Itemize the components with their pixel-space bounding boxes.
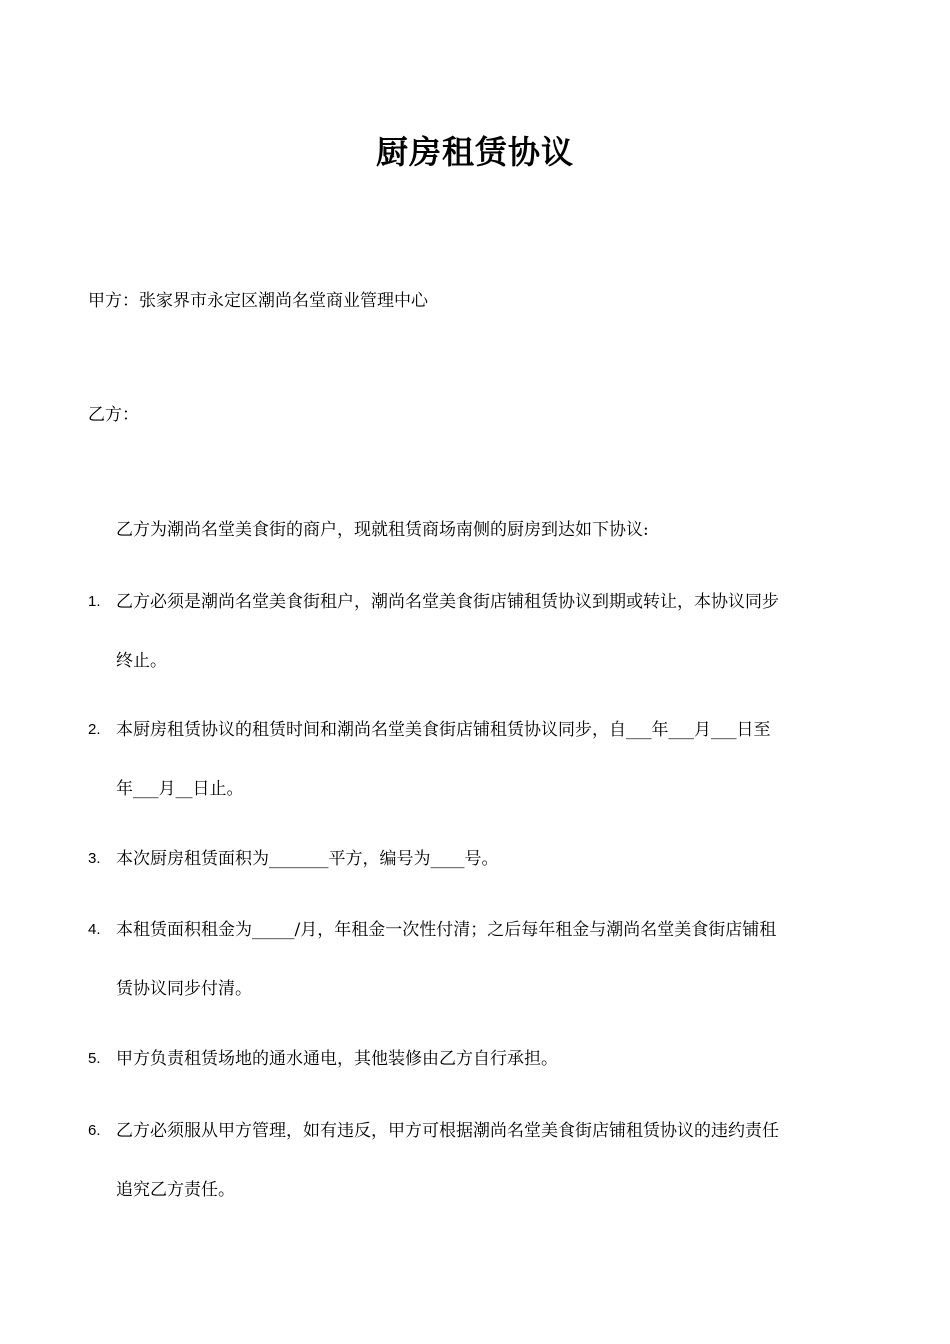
party-a-line: 甲方：张家界市永定区潮尚名堂商业管理中心 — [88, 291, 428, 311]
list-item-number: 3. — [88, 850, 101, 867]
list-item-number: 4. — [88, 921, 101, 938]
list-item-text: 乙方必须是潮尚名堂美食街租户，潮尚名堂美食街店铺租赁协议到期或转让，本协议同步 — [116, 592, 779, 612]
list-item-text: 乙方必须服从甲方管理，如有违反，甲方可根据潮尚名堂美食街店铺租赁协议的违约责任 — [116, 1121, 779, 1141]
list-item-number: 1. — [88, 593, 101, 610]
party-b-line: 乙方： — [88, 405, 139, 425]
list-item-text: 本次厨房租赁面积为_______平方，编号为____号。 — [116, 849, 499, 869]
list-item-number: 5. — [88, 1050, 101, 1067]
list-item-text: 赁协议同步付清。 — [116, 979, 252, 999]
list-item-number: 2. — [88, 721, 101, 738]
document-title: 厨房租赁协议 — [375, 133, 574, 171]
list-item-number: 6. — [88, 1122, 101, 1139]
list-item-text: 追究乙方责任。 — [116, 1180, 235, 1200]
list-item-text: 年___月__日止。 — [116, 779, 244, 799]
list-item-text: 甲方负责租赁场地的通水通电，其他装修由乙方自行承担。 — [116, 1049, 558, 1069]
list-item-text: 本租赁面积租金为_____/月，年租金一次性付清；之后每年租金与潮尚名堂美食街店铺租 — [116, 920, 777, 940]
list-item-text: 本厨房租赁协议的租赁时间和潮尚名堂美食街店铺租赁协议同步，自___年___月___日至 — [116, 720, 771, 740]
intro-paragraph: 乙方为潮尚名堂美食街的商户，现就租赁商场南侧的厨房到达如下协议: — [116, 520, 649, 540]
list-item-text: 终止。 — [116, 651, 167, 671]
